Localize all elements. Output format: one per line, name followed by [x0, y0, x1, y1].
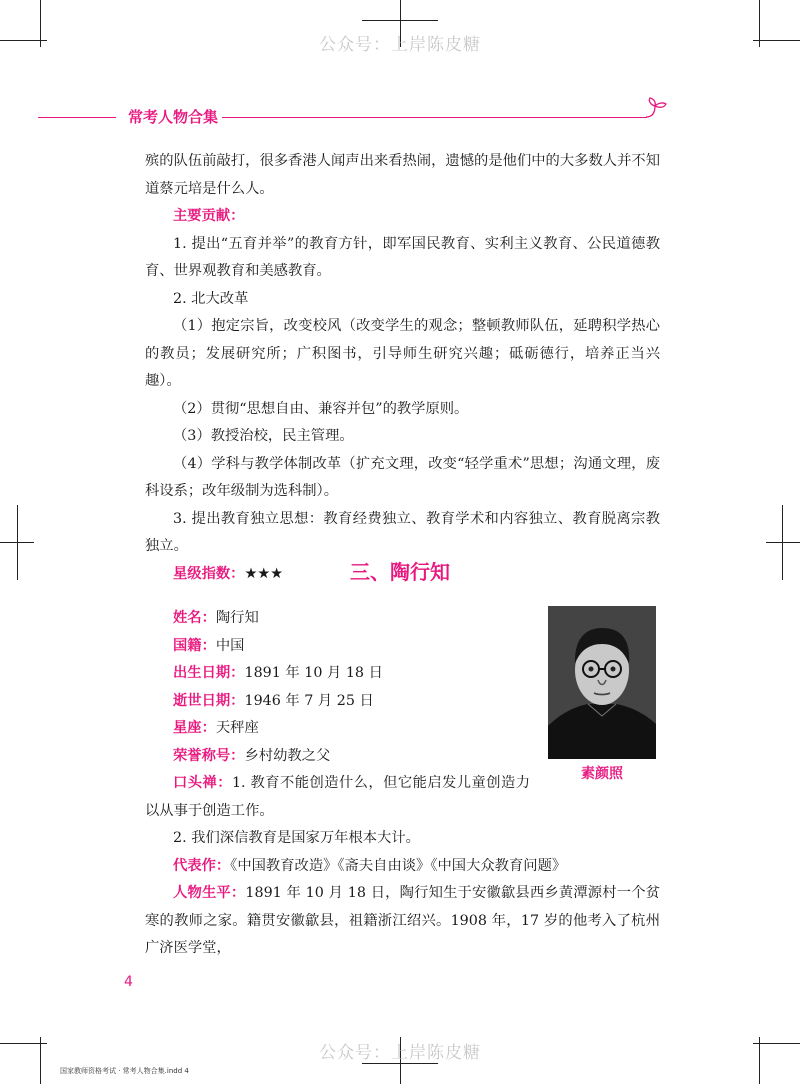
section-title: 三、陶行知 [350, 560, 450, 584]
contributions-heading [145, 203, 660, 231]
page-number: 4 [124, 974, 133, 990]
footer-filename: 国家教师资格考试 · 常考人物合集.indd 4 [60, 1067, 189, 1075]
field-value: 天秤座 [215, 720, 259, 736]
contribution-item: 1. 提出“五育并举”的教育方针，即军国民教育、实利主义教育、公民道德教育、世界观教育和美感教育。 [145, 235, 660, 279]
catchphrase-line [145, 770, 660, 825]
works-line [145, 853, 660, 881]
contribution-item: （3）教授治校，民主管理。 [173, 428, 354, 444]
crop-mark [362, 1063, 438, 1064]
profile-birth [145, 660, 525, 688]
photo-caption: 素颜照 [581, 766, 623, 782]
portrait-photo [548, 606, 656, 759]
watermark-top: 公众号：上岸陈皮糖 [319, 35, 481, 55]
field-value: 1891 年 10 月 18 日 [244, 665, 383, 681]
field-value: 乡村幼教之父 [244, 747, 331, 764]
catchphrase-1: 1. 教育不能创造什么，但它能启发儿童创造力以从事于创造工作。 [145, 775, 531, 819]
contributions-block [145, 203, 660, 588]
works-value: 《中国教育改造》《斋夫自由谈》《中国大众教育问题》 [230, 857, 567, 874]
profile-nationality [145, 633, 525, 661]
field-label: 星座： [173, 720, 216, 736]
header-rule-right [222, 117, 647, 118]
catchphrase-line-2: 2. 我们深信教育是国家万年根本大计。 [173, 830, 420, 846]
field-label: 出生日期： [173, 665, 245, 681]
watermark-bottom: 公众号：上岸陈皮糖 [319, 1043, 481, 1063]
profile-honor [145, 743, 525, 771]
bio-label: 人物生平： [173, 885, 246, 901]
profile-death [145, 688, 525, 716]
profile-zodiac [145, 715, 525, 743]
field-label: 逝世日期： [173, 692, 245, 709]
bio-line [145, 880, 660, 963]
portrait-image [548, 606, 656, 759]
field-value: 中国 [215, 637, 245, 654]
sprout-icon [643, 95, 671, 121]
rating-stars: ★★★ [244, 565, 283, 582]
contribution-item: （2）贯彻“思想自由、兼容并包”的教学原则。 [173, 400, 469, 417]
contribution-item: （4）学科与教学体制改革（扩充文理，改变“轻学重术”思想；沟通文理，废科设系；改年级制为选科制）。 [145, 455, 660, 499]
field-value: 1946 年 7 月 25 日 [244, 692, 374, 709]
crop-mark [362, 20, 438, 21]
field-label: 荣誉称号： [173, 747, 245, 764]
field-label: 姓名： [173, 610, 216, 626]
profile-fields [145, 605, 525, 770]
rating-label: 星级指数： [173, 565, 245, 582]
contribution-item: （1）抱定宗旨，改变校风（改变学生的观念；整顿教师队伍，延聘积学热心的教员；发展研究所；广积图书，引导师生研究兴趣；砥砺德行，培养正当兴趣）。 [145, 318, 660, 389]
contribution-item: 3. 提出教育独立思想：教育经费独立、教育学术和内容独立、教育脱离宗教独立。 [145, 510, 660, 554]
profile-name [145, 605, 525, 633]
intro-paragraph [145, 148, 660, 203]
field-label: 国籍： [173, 637, 216, 654]
catchphrase-label: 口头禅： [173, 775, 232, 791]
field-value: 陶行知 [215, 610, 259, 626]
crop-mark [766, 542, 800, 543]
works-label: 代表作： [173, 857, 231, 874]
bio-text: 1891 年 10 月 18 日，陶行知生于安徽歙县西乡黄潭源村一个贫寒的教师之家。籍贯安徽歙县，祖籍浙江绍兴。1908 年，17 岁的他考入了杭州广济医学堂， [145, 885, 660, 956]
contribution-item: 2. 北大改革 [173, 290, 249, 307]
header-rule-left [38, 117, 116, 118]
contributions-label: 主要贡献： [173, 208, 245, 224]
profile-details [145, 770, 660, 963]
header-title: 常考人物合集 [128, 108, 219, 126]
intro-line: 殡的队伍前敲打，很多香港人闻声出来看热闹，遗憾的是他们中的大多数人并不知道蔡元培是什么人。 [145, 153, 660, 197]
